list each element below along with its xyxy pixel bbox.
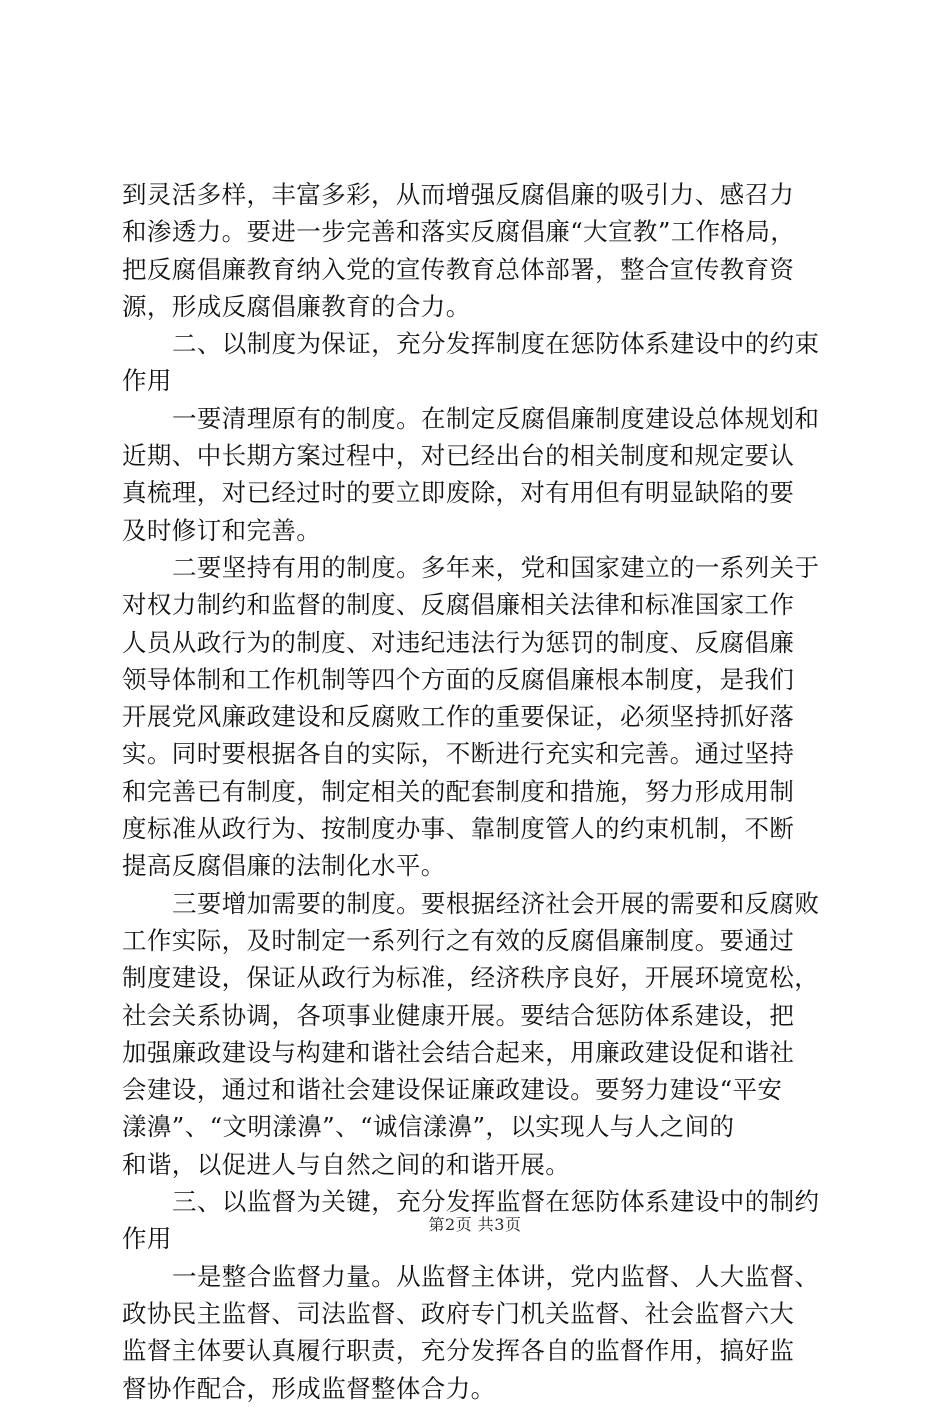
page-footer xyxy=(0,1212,950,1235)
text-line: 把反腐倡廉教育纳入党的宣传教育总体部署，整合宣传教育资 xyxy=(122,254,795,284)
text-line: 会建设，通过和谐社会建设保证廉政建设。要努力建设“平安 xyxy=(122,1075,783,1105)
text-line: 提高反腐倡廉的法制化水平。 xyxy=(122,851,446,881)
text-line: 及时修订和完善。 xyxy=(122,515,322,545)
page-number-label: 第2页 共3页 xyxy=(428,1215,522,1234)
text-line: 和渗透力。要进一步完善和落实反腐倡廉“大宣教”工作格局， xyxy=(122,217,796,247)
text-line: 一要清理原有的制度。在制定反腐倡廉制度建设总体规划和 xyxy=(172,403,820,433)
text-line: 和完善已有制度，制定相关的配套制度和措施，努力形成用制 xyxy=(122,776,795,806)
text-line: 领导体制和工作机制等四个方面的反腐倡廉根本制度，是我们 xyxy=(122,664,795,694)
text-line: 工作实际，及时制定一系列行之有效的反腐倡廉制度。要通过 xyxy=(122,925,795,955)
section-heading-line: 三、以监督为关键，充分发挥监督在惩防体系建设中的制约 xyxy=(172,1187,820,1217)
text-line: 和谐，以促进人与自然之间的和谐开展。 xyxy=(122,1149,571,1179)
text-line: 近期、中长期方案过程中，对已经出台的相关制度和规定要认 xyxy=(122,441,795,471)
text-line: 漾濞”、“文明漾濞”、“诚信漾濞”，以实现人与人之间的 xyxy=(122,1112,735,1142)
text-line: 监督主体要认真履行职责，充分发挥各自的监督作用，搞好监 xyxy=(122,1336,795,1366)
text-line: 政协民主监督、司法监督、政府专门机关监督、社会监督六大 xyxy=(122,1298,795,1328)
text-line: 度标准从政行为、按制度办事、靠制度管人的约束机制，不断 xyxy=(122,814,795,844)
text-line: 人员从政行为的制度、对违纪违法行为惩罚的制度、反腐倡廉 xyxy=(122,627,795,657)
text-line: 三要增加需要的制度。要根据经济社会开展的需要和反腐败 xyxy=(172,888,820,918)
section-heading-line: 二、以制度为保证，充分发挥制度在惩防体系建设中的约束 xyxy=(172,329,820,359)
text-line: 一是整合监督力量。从监督主体讲，党内监督、人大监督、 xyxy=(172,1261,820,1291)
text-line: 对权力制约和监督的制度、反腐倡廉相关法律和标准国家工作 xyxy=(122,590,795,620)
text-line: 到灵活多样，丰富多彩，从而增强反腐倡廉的吸引力、感召力 xyxy=(122,180,795,209)
text-line: 社会关系协调，各项事业健康开展。要结合惩防体系建设，把 xyxy=(122,1000,795,1030)
text-line: 督协作配合，形成监督整体合力。 xyxy=(122,1373,496,1403)
text-line: 开展党风廉政建设和反腐败工作的重要保证，必须坚持抓好落 xyxy=(122,702,795,732)
text-line: 制度建设，保证从政行为标准，经济秩序良好，开展环境宽松， xyxy=(122,963,820,993)
text-line: 源，形成反腐倡廉教育的合力。 xyxy=(122,291,471,321)
text-line: 真梳理，对已经过时的要立即废除，对有用但有明显缺陷的要 xyxy=(122,478,795,508)
text-line: 加强廉政建设与构建和谐社会结合起来，用廉政建设促和谐社 xyxy=(122,1037,795,1067)
text-line: 二要坚持有用的制度。多年来，党和国家建立的一系列关于 xyxy=(172,552,820,582)
text-line: 实。同时要根据各自的实际，不断进行充实和完善。通过坚持 xyxy=(122,739,795,769)
section-heading-line: 作用 xyxy=(122,1224,172,1254)
section-heading-line: 作用 xyxy=(122,366,172,396)
